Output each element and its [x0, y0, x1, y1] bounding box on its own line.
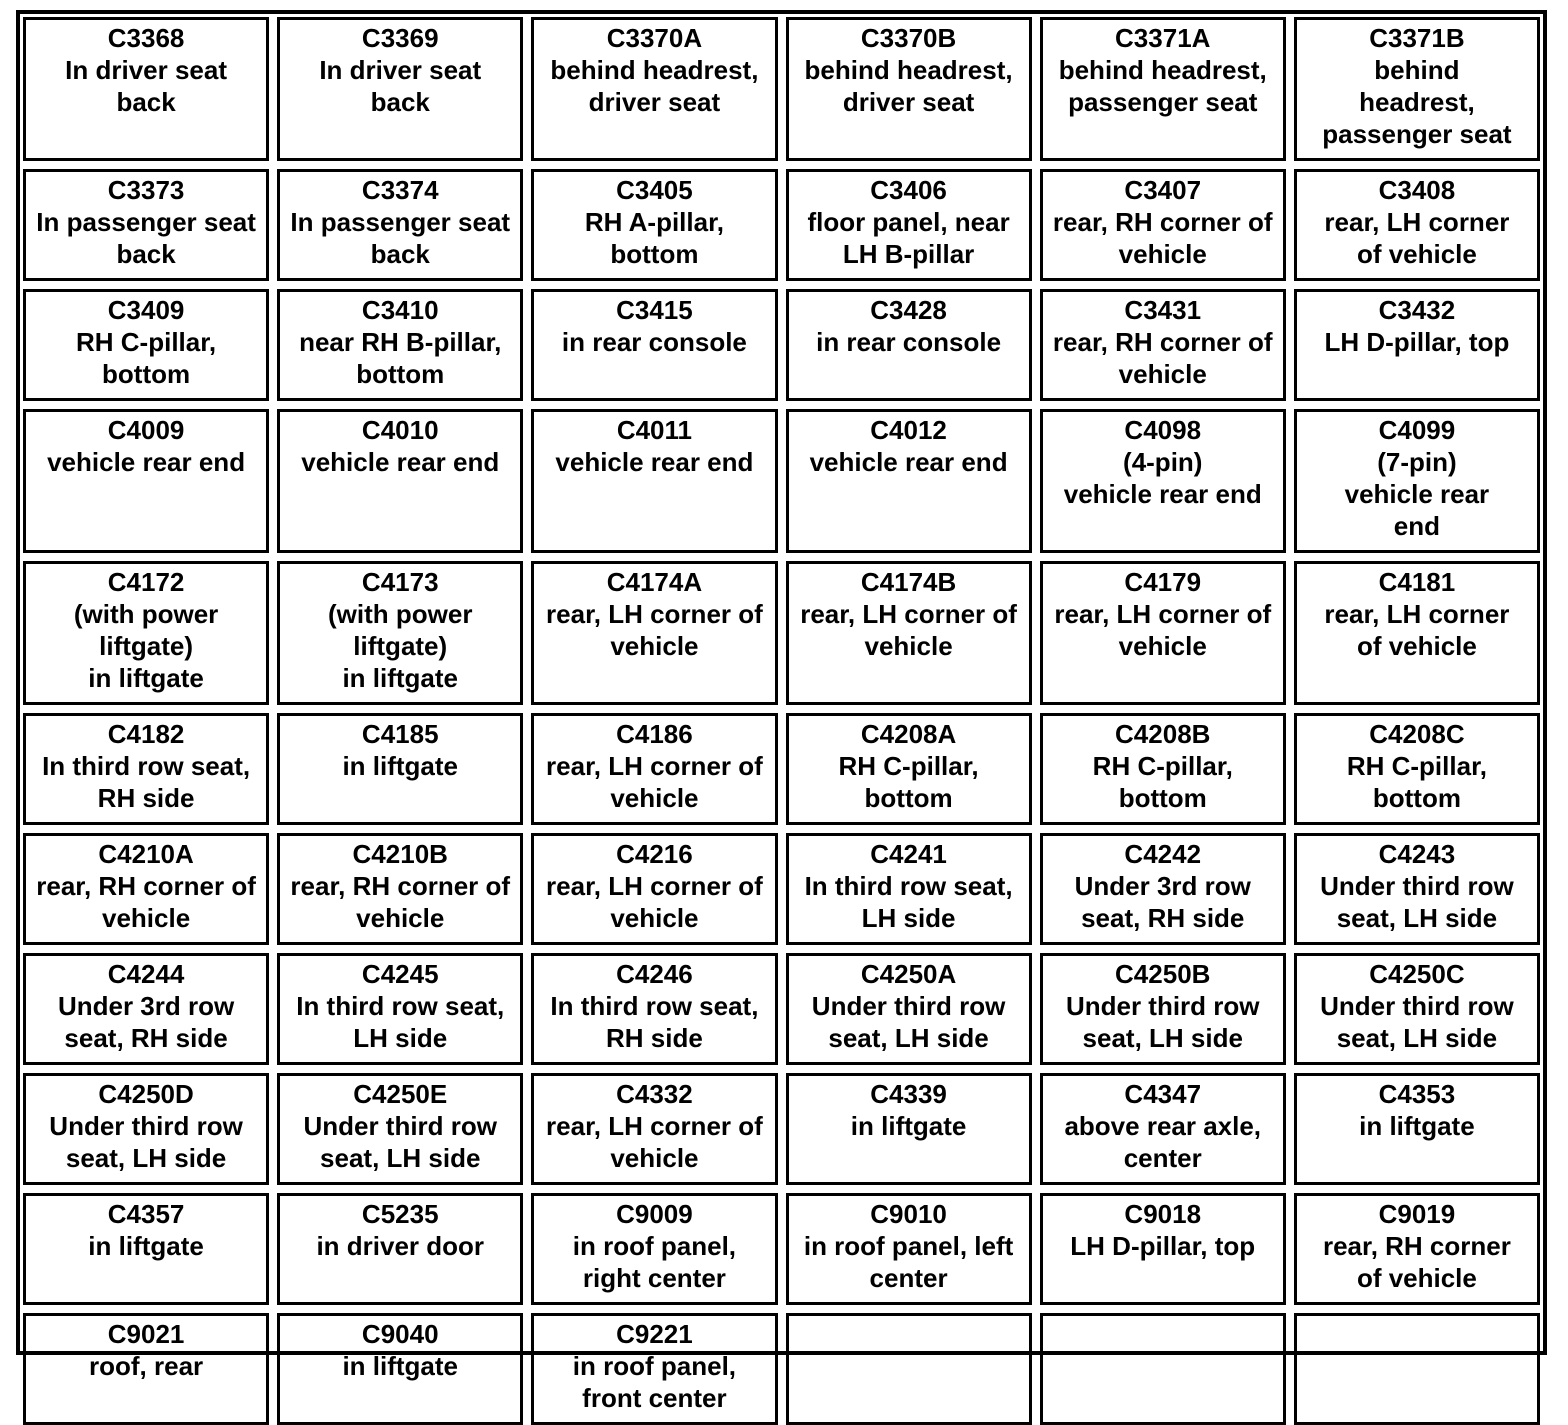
connector-code: C9019	[1378, 1199, 1456, 1229]
connector-code: C3373	[107, 175, 185, 205]
connector-cell	[277, 1313, 523, 1425]
connector-location: In driver seat back	[319, 55, 482, 117]
connector-code: C4182	[107, 719, 185, 749]
connector-cell	[531, 169, 777, 281]
connector-cell	[277, 289, 523, 401]
connector-location: (with power liftgate) in liftgate	[73, 599, 219, 693]
connector-cell	[23, 409, 269, 553]
connector-code: C4332	[616, 1079, 693, 1109]
connector-cell	[786, 289, 1032, 401]
connector-code: C3431	[1124, 295, 1202, 325]
connector-cell	[23, 953, 269, 1065]
connector-location: above rear axle, center	[1064, 1111, 1262, 1173]
connector-location: in liftgate	[850, 1111, 967, 1141]
connector-location: In passenger seat back	[36, 207, 256, 269]
connector-cell	[23, 1193, 269, 1305]
connector-code: C4174B	[860, 567, 957, 597]
connector-location: near RH B-pillar, bottom	[299, 327, 502, 389]
connector-location: rear, LH corner of vehicle	[1324, 599, 1510, 661]
connector-cell	[23, 289, 269, 401]
connector-code: C4210A	[98, 839, 194, 869]
connector-cell	[23, 169, 269, 281]
connector-cell	[1294, 17, 1540, 161]
connector-location: (7-pin) vehicle rear end	[1344, 447, 1490, 541]
connector-code: C3370B	[860, 23, 957, 53]
connector-location: in liftgate	[342, 1351, 459, 1381]
connector-location: In driver seat back	[65, 55, 227, 117]
connector-code: C4208A	[860, 719, 957, 749]
connector-location: in liftgate	[342, 751, 459, 781]
connector-code: C4009	[107, 415, 185, 445]
connector-cell	[531, 17, 777, 161]
connector-code: C4185	[361, 719, 439, 749]
connector-code: C4243	[1378, 839, 1456, 869]
connector-cell	[1040, 833, 1286, 945]
connector-location: In third row seat, LH side	[804, 871, 1013, 933]
connector-location: LH D-pillar, top	[1070, 1231, 1256, 1261]
connector-cell	[1040, 561, 1286, 705]
connector-location: in driver door	[316, 1231, 485, 1261]
connector-cell	[786, 1193, 1032, 1305]
connector-location: in roof panel, front center	[572, 1351, 737, 1413]
connector-code: C3374	[361, 175, 439, 205]
connector-cell	[277, 1193, 523, 1305]
connector-cell	[23, 833, 269, 945]
connector-cell	[786, 561, 1032, 705]
connector-code: C3370A	[606, 23, 703, 53]
connector-code: C3368	[107, 23, 185, 53]
connector-location: rear, RH corner of vehicle	[36, 871, 256, 933]
connector-code: C3407	[1124, 175, 1202, 205]
connector-location: vehicle rear end	[809, 447, 1008, 477]
connector-cell	[277, 833, 523, 945]
connector-cell	[531, 289, 777, 401]
connector-cell	[23, 1313, 269, 1425]
connector-location: Under third row seat, LH side	[1320, 991, 1514, 1053]
connector-location: rear, LH corner of vehicle	[800, 599, 1017, 661]
connector-code: C4244	[107, 959, 185, 989]
connector-cell	[531, 833, 777, 945]
connector-code: C9010	[870, 1199, 947, 1229]
connector-location: in rear console	[561, 327, 747, 357]
connector-cell	[277, 17, 523, 161]
connector-location: rear, LH corner of vehicle	[546, 599, 763, 661]
connector-code: C4208B	[1115, 719, 1211, 749]
connector-cell	[277, 169, 523, 281]
connector-location: roof, rear	[89, 1351, 204, 1381]
connector-cell	[1294, 169, 1540, 281]
connector-location: Under 3rd row seat, RH side	[1074, 871, 1251, 933]
connector-code: C4353	[1378, 1079, 1456, 1109]
connector-location: In third row seat, RH side	[550, 991, 759, 1053]
connector-code: C4173	[361, 567, 439, 597]
connector-code: C3369	[361, 23, 439, 53]
connector-code: C3428	[870, 295, 947, 325]
connector-cell	[277, 953, 523, 1065]
connector-cell	[23, 17, 269, 161]
connector-location: rear, LH corner of vehicle	[1054, 599, 1272, 661]
connector-cell	[531, 1193, 777, 1305]
connector-cell	[531, 1313, 777, 1425]
connector-code: C4250C	[1369, 959, 1465, 989]
connector-code: C4172	[107, 567, 185, 597]
empty-cell	[786, 1313, 1032, 1425]
connector-location: (4-pin) vehicle rear end	[1063, 447, 1262, 509]
connector-location: (with power liftgate) in liftgate	[328, 599, 473, 693]
connector-code: C4010	[361, 415, 439, 445]
connector-code: C5235	[361, 1199, 439, 1229]
connector-code: C4098	[1124, 415, 1202, 445]
connector-location: Under third row seat, LH side	[1320, 871, 1514, 933]
connector-cell	[1040, 289, 1286, 401]
connector-location: vehicle rear end	[555, 447, 754, 477]
connector-code: C3371A	[1115, 23, 1211, 53]
connector-cell	[1294, 1193, 1540, 1305]
connector-location: behind headrest, passenger seat	[1322, 55, 1512, 149]
connector-cell	[23, 1073, 269, 1185]
connector-location: rear, LH corner of vehicle	[1324, 207, 1510, 269]
connector-code: C9221	[616, 1319, 693, 1349]
connector-location-table	[23, 17, 1540, 1413]
connector-location: rear, RH corner of vehicle	[290, 871, 511, 933]
connector-code: C3408	[1378, 175, 1456, 205]
connector-location: behind headrest, driver seat	[804, 55, 1013, 117]
connector-cell	[1294, 833, 1540, 945]
connector-code: C3432	[1378, 295, 1456, 325]
connector-code: C3409	[107, 295, 185, 325]
connector-cell	[1294, 713, 1540, 825]
connector-cell	[786, 169, 1032, 281]
connector-code: C4246	[616, 959, 693, 989]
connector-code: C3406	[870, 175, 947, 205]
connector-code: C4245	[361, 959, 439, 989]
connector-location: Under third row seat, LH side	[1065, 991, 1260, 1053]
connector-location: Under third row seat, LH side	[303, 1111, 498, 1173]
connector-cell	[1294, 1073, 1540, 1185]
connector-location: behind headrest, passenger seat	[1058, 55, 1267, 117]
connector-location: RH A-pillar, bottom	[584, 207, 724, 269]
connector-code: C4242	[1124, 839, 1202, 869]
connector-code: C3410	[361, 295, 439, 325]
connector-cell	[786, 833, 1032, 945]
connector-cell	[277, 713, 523, 825]
connector-cell	[531, 1073, 777, 1185]
connector-cell	[277, 1073, 523, 1185]
connector-code: C4339	[870, 1079, 947, 1109]
connector-cell	[1294, 409, 1540, 553]
connector-location: rear, LH corner of vehicle	[546, 1111, 763, 1173]
connector-location: floor panel, near LH B-pillar	[807, 207, 1010, 269]
connector-table-frame	[16, 10, 1547, 1413]
connector-cell	[1040, 953, 1286, 1065]
connector-location: rear, RH corner of vehicle	[1322, 1231, 1511, 1293]
connector-code: C4357	[107, 1199, 185, 1229]
connector-code: C9021	[107, 1319, 185, 1349]
connector-location: vehicle rear end	[301, 447, 500, 477]
connector-location: RH C-pillar, bottom	[838, 751, 979, 813]
connector-location: Under 3rd row seat, RH side	[57, 991, 235, 1053]
connector-code: C4250E	[353, 1079, 448, 1109]
connector-location: RH C-pillar, bottom	[1346, 751, 1487, 813]
connector-location: in roof panel, left center	[803, 1231, 1014, 1293]
connector-location: in liftgate	[1359, 1111, 1475, 1141]
connector-cell	[786, 17, 1032, 161]
connector-code: C4208C	[1369, 719, 1465, 749]
connector-cell	[786, 409, 1032, 553]
connector-cell	[277, 561, 523, 705]
connector-location: rear, RH corner of vehicle	[1052, 327, 1273, 389]
connector-code: C4216	[616, 839, 693, 869]
connector-code: C4186	[616, 719, 693, 749]
connector-cell	[1040, 713, 1286, 825]
connector-code: C4347	[1124, 1079, 1202, 1109]
connector-code: C3415	[616, 295, 693, 325]
connector-location: rear, RH corner of vehicle	[1052, 207, 1273, 269]
connector-code: C9018	[1124, 1199, 1202, 1229]
connector-code: C9009	[616, 1199, 693, 1229]
connector-location: in rear console	[816, 327, 1002, 357]
connector-location: Under third row seat, LH side	[49, 1111, 243, 1173]
connector-code: C4250D	[98, 1079, 194, 1109]
connector-cell	[23, 713, 269, 825]
connector-location: LH D-pillar, top	[1324, 327, 1510, 357]
connector-cell	[1040, 409, 1286, 553]
connector-location: In passenger seat back	[290, 207, 511, 269]
connector-cell	[531, 953, 777, 1065]
connector-cell	[786, 713, 1032, 825]
connector-code: C4099	[1378, 415, 1456, 445]
connector-cell	[531, 409, 777, 553]
connector-location: rear, LH corner of vehicle	[546, 871, 763, 933]
connector-code: C4174A	[606, 567, 703, 597]
connector-code: C9040	[361, 1319, 439, 1349]
connector-cell	[786, 953, 1032, 1065]
connector-cell	[277, 409, 523, 553]
connector-cell	[1040, 1073, 1286, 1185]
connector-cell	[1040, 1193, 1286, 1305]
connector-code: C4011	[616, 415, 692, 445]
connector-cell	[1294, 953, 1540, 1065]
connector-location: RH C-pillar, bottom	[76, 327, 217, 389]
connector-cell	[23, 561, 269, 705]
connector-cell	[1040, 17, 1286, 161]
connector-location: In third row seat, RH side	[42, 751, 251, 813]
empty-cell	[1294, 1313, 1540, 1425]
connector-cell	[531, 561, 777, 705]
connector-cell	[1040, 169, 1286, 281]
connector-location: in liftgate	[88, 1231, 204, 1261]
connector-cell	[531, 713, 777, 825]
connector-cell	[786, 1073, 1032, 1185]
connector-cell	[1294, 289, 1540, 401]
connector-code: C3405	[616, 175, 693, 205]
empty-cell	[1040, 1313, 1286, 1425]
connector-location: In third row seat, LH side	[296, 991, 505, 1053]
connector-code: C4250B	[1115, 959, 1211, 989]
connector-code: C4181	[1378, 567, 1456, 597]
connector-code: C4250A	[860, 959, 957, 989]
connector-code: C4179	[1124, 567, 1202, 597]
connector-cell	[1294, 561, 1540, 705]
connector-location: in roof panel, right center	[572, 1231, 737, 1293]
connector-location: Under third row seat, LH side	[811, 991, 1006, 1053]
connector-location: behind headrest, driver seat	[550, 55, 759, 117]
connector-code: C4012	[870, 415, 947, 445]
connector-code: C4210B	[352, 839, 448, 869]
connector-code: C3371B	[1369, 23, 1465, 53]
connector-location: vehicle rear end	[47, 447, 246, 477]
connector-location: rear, LH corner of vehicle	[546, 751, 763, 813]
connector-location: RH C-pillar, bottom	[1092, 751, 1233, 813]
connector-code: C4241	[870, 839, 947, 869]
